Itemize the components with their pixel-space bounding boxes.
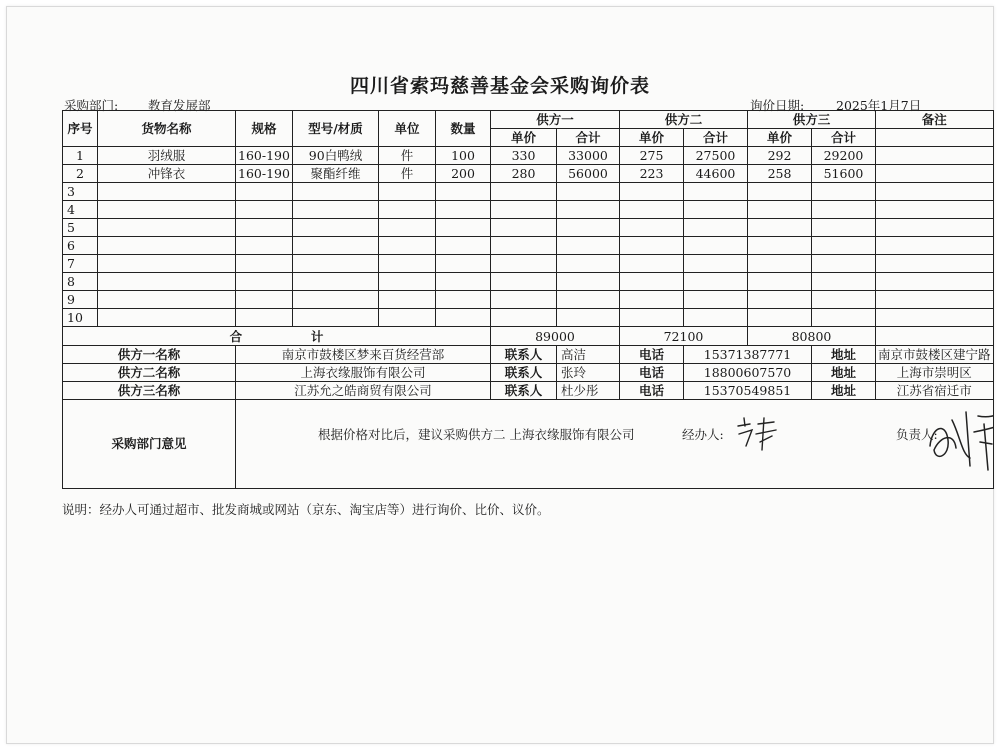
header-supplier-1: 供方一 — [491, 111, 620, 129]
handler-signature — [734, 414, 782, 454]
cell-s3-subtotal: 29200 — [812, 147, 876, 165]
cell-seq: 7 — [63, 255, 98, 273]
supplier-row — [63, 364, 994, 382]
cell-s1-price: 280 — [491, 165, 557, 183]
cell-s1-subtotal: 33000 — [557, 147, 620, 165]
total-row — [63, 327, 994, 346]
handler-label: 经办人: — [682, 427, 724, 442]
cell-s1-subtotal: 56000 — [557, 165, 620, 183]
cell-seq: 8 — [63, 273, 98, 291]
table-row — [63, 219, 994, 237]
opinion-cell — [236, 400, 994, 489]
cell-s3-subtotal: 51600 — [812, 165, 876, 183]
cell-model: 聚酯纤维 — [293, 165, 379, 183]
cell-name: 冲锋衣 — [98, 165, 236, 183]
header-s2-price: 单价 — [620, 129, 684, 147]
date-value: 2025年1月7日 — [836, 98, 922, 113]
header-seq: 序号 — [63, 111, 98, 147]
contact-label: 联系人 — [491, 346, 557, 364]
header-remark: 备注 — [876, 111, 994, 129]
header-s3-subtotal: 合计 — [812, 129, 876, 147]
dept-value: 教育发展部 — [148, 98, 211, 113]
total-supplier-1: 89000 — [491, 327, 620, 346]
contact-value: 杜少彤 — [557, 382, 620, 400]
cell-seq: 6 — [63, 237, 98, 255]
table-row — [63, 237, 994, 255]
cell-spec: 160-190 — [236, 165, 293, 183]
cell-seq: 3 — [63, 183, 98, 201]
supplier-name: 江苏允之皓商贸有限公司 — [236, 382, 491, 400]
total-supplier-2: 72100 — [620, 327, 748, 346]
footnote: 说明：经办人可通过超市、批发商城或网站（京东、淘宝店等）进行询价、比价、议价。 — [62, 502, 550, 517]
phone-value: 15371387771 — [684, 346, 812, 364]
total-remark — [876, 327, 994, 346]
header-model: 型号/材质 — [293, 111, 379, 147]
address-label: 地址 — [812, 364, 876, 382]
document-title: 四川省索玛慈善基金会采购询价表 — [349, 75, 650, 97]
cell-seq: 10 — [63, 309, 98, 327]
table-row — [63, 183, 994, 201]
header-row-1 — [63, 111, 994, 129]
cell-remark — [876, 165, 994, 183]
cell-seq: 2 — [63, 165, 98, 183]
opinion-text: 根据价格对比后，建议采购供方二 上海衣缘服饰有限公司 — [318, 427, 635, 442]
total-supplier-3: 80800 — [748, 327, 876, 346]
cell-remark — [876, 147, 994, 165]
date-label: 询价日期: — [750, 98, 805, 113]
table-row — [63, 255, 994, 273]
supplier-name: 南京市鼓楼区梦来百货经营部 — [236, 346, 491, 364]
supplier-name: 上海衣缘服饰有限公司 — [236, 364, 491, 382]
header-s2-subtotal: 合计 — [684, 129, 748, 147]
cell-model: 90白鸭绒 — [293, 147, 379, 165]
supplier-label: 供方三名称 — [63, 382, 236, 400]
header-unit: 单位 — [379, 111, 436, 147]
opinion-label: 采购部门意见 — [63, 400, 236, 489]
contact-label: 联系人 — [491, 382, 557, 400]
cell-unit: 件 — [379, 165, 436, 183]
opinion-row — [63, 400, 994, 489]
cell-s2-price: 223 — [620, 165, 684, 183]
cell-seq: 4 — [63, 201, 98, 219]
cell-name: 羽绒服 — [98, 147, 236, 165]
header-s3-price: 单价 — [748, 129, 812, 147]
header-spec: 规格 — [236, 111, 293, 147]
header-s1-subtotal: 合计 — [557, 129, 620, 147]
cell-seq: 5 — [63, 219, 98, 237]
address-value: 江苏省宿迁市 — [876, 382, 994, 400]
cell-unit: 件 — [379, 147, 436, 165]
header-goods-name: 货物名称 — [98, 111, 236, 147]
inquiry-table — [62, 110, 994, 489]
cell-spec: 160-190 — [236, 147, 293, 165]
table-row — [63, 309, 994, 327]
header-s1-price: 单价 — [491, 129, 557, 147]
contact-label: 联系人 — [491, 364, 557, 382]
dept-label: 采购部门: — [64, 98, 119, 113]
phone-value: 18800607570 — [684, 364, 812, 382]
cell-s3-price: 292 — [748, 147, 812, 165]
contact-value: 张玲 — [557, 364, 620, 382]
table-row — [63, 147, 994, 165]
cell-s2-price: 275 — [620, 147, 684, 165]
phone-value: 15370549851 — [684, 382, 812, 400]
total-label-1: 合 — [229, 328, 243, 344]
cell-seq: 9 — [63, 291, 98, 309]
cell-seq: 1 — [63, 147, 98, 165]
header-supplier-3: 供方三 — [748, 111, 876, 129]
responsible-signature — [926, 406, 993, 476]
address-label: 地址 — [812, 382, 876, 400]
supplier-label: 供方一名称 — [63, 346, 236, 364]
total-label-2: 计 — [310, 328, 324, 344]
phone-label: 电话 — [620, 346, 684, 364]
cell-qty: 100 — [436, 147, 491, 165]
cell-s2-subtotal: 44600 — [684, 165, 748, 183]
table-row — [63, 201, 994, 219]
table-row — [63, 291, 994, 309]
responsible-label: 负责人: — [896, 427, 938, 442]
supplier-label: 供方二名称 — [63, 364, 236, 382]
cell-s1-price: 330 — [491, 147, 557, 165]
header-qty: 数量 — [436, 111, 491, 147]
table-row — [63, 273, 994, 291]
address-value: 南京市鼓楼区建宁路 — [876, 346, 994, 364]
cell-qty: 200 — [436, 165, 491, 183]
table-row — [63, 165, 994, 183]
phone-label: 电话 — [620, 364, 684, 382]
total-label — [63, 327, 491, 346]
address-label: 地址 — [812, 346, 876, 364]
cell-s2-subtotal: 27500 — [684, 147, 748, 165]
contact-value: 高洁 — [557, 346, 620, 364]
supplier-row — [63, 382, 994, 400]
supplier-row — [63, 346, 994, 364]
header-supplier-2: 供方二 — [620, 111, 748, 129]
address-value: 上海市崇明区 — [876, 364, 994, 382]
phone-label: 电话 — [620, 382, 684, 400]
cell-s3-price: 258 — [748, 165, 812, 183]
header-remark-blank — [876, 129, 994, 147]
